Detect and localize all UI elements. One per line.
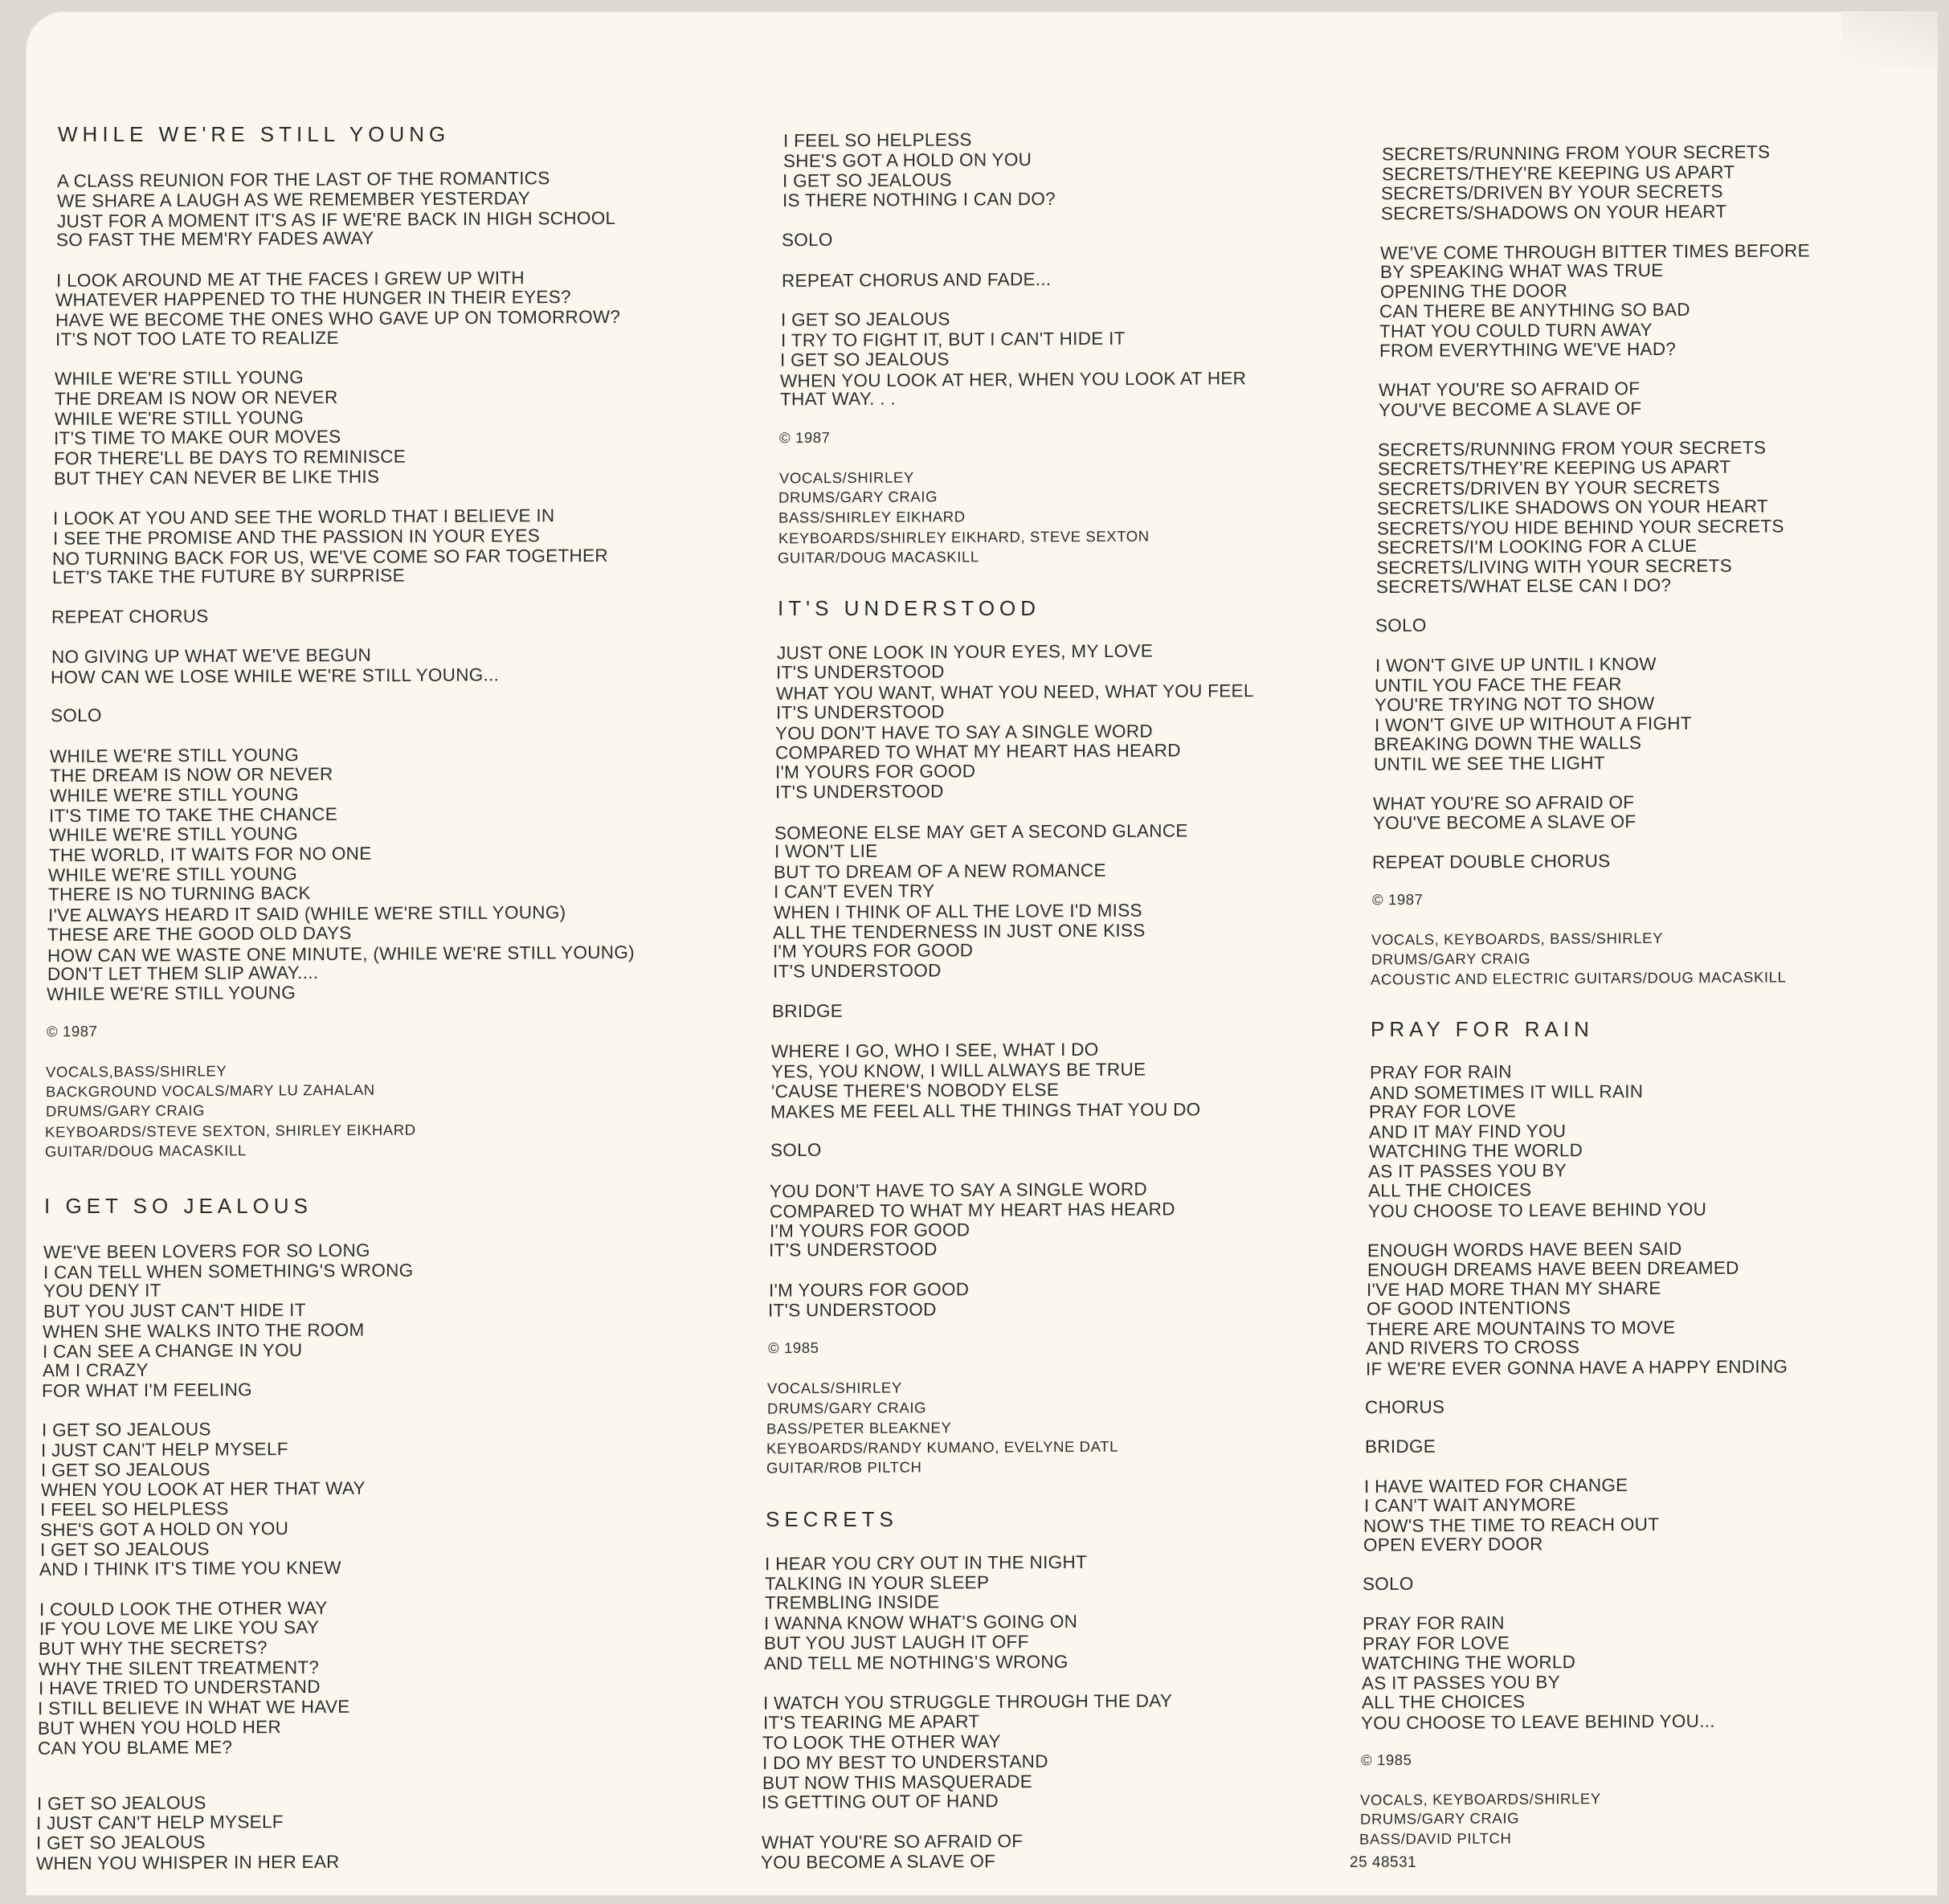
performance-note: SOLO xyxy=(770,1139,822,1161)
credit-line: KEYBOARDS/RANDY KUMANO, EVELYNE DATL xyxy=(766,1437,1118,1457)
credit-line: DRUMS/GARY CRAIG xyxy=(46,1101,206,1120)
lyric-line: I'M YOURS FOR GOOD xyxy=(773,940,974,962)
lyric-line: I GET SO JEALOUS xyxy=(780,349,950,370)
lyric-line: SECRETS/YOU HIDE BEHIND YOUR SECRETS xyxy=(1377,516,1784,539)
lyric-line: A CLASS REUNION FOR THE LAST OF THE ROMANTICS xyxy=(57,168,550,191)
lyric-line: YOU'VE BECOME A SLAVE OF xyxy=(1373,811,1636,834)
credit-line: © 1987 xyxy=(47,1022,98,1040)
lyric-line: I WANNA KNOW WHAT'S GOING ON xyxy=(764,1611,1078,1634)
credit-line: GUITAR/DOUG MACASKILL xyxy=(45,1142,247,1160)
lyric-line: IT'S NOT TOO LATE TO REALIZE xyxy=(55,327,339,350)
lyric-line: THE DREAM IS NOW OR NEVER xyxy=(55,386,338,410)
lyric-line: WHY THE SILENT TREATMENT? xyxy=(39,1657,320,1680)
lyric-line: IF YOU LOVE ME LIKE YOU SAY xyxy=(39,1616,320,1640)
lyric-line: IT'S UNDERSTOOD xyxy=(768,1299,937,1321)
lyric-line: SECRETS/LIVING WITH YOUR SECRETS xyxy=(1376,555,1732,578)
lyric-line: BUT YOU JUST LAUGH IT OFF xyxy=(764,1631,1029,1654)
lyric-line: PRAY FOR RAIN xyxy=(1370,1061,1512,1083)
lyric-line: THESE ARE THE GOOD OLD DAYS xyxy=(47,922,352,946)
lyric-line: IT'S TEARING ME APART xyxy=(763,1711,980,1733)
credit-line: BASS/SHIRLEY EIKHARD xyxy=(778,508,966,526)
song-title: WHILE WE'RE STILL YOUNG xyxy=(58,122,451,146)
lyric-sheet xyxy=(26,11,1938,1896)
lyric-line: WHILE WE'RE STILL YOUNG xyxy=(50,784,300,806)
credit-line: KEYBOARDS/STEVE SEXTON, SHIRLEY EIKHARD xyxy=(45,1121,416,1141)
lyric-line: IS GETTING OUT OF HAND xyxy=(762,1791,999,1812)
lyric-line: WHEN I THINK OF ALL THE LOVE I'D MISS xyxy=(774,900,1142,923)
lyric-line: WHILE WE'RE STILL YOUNG xyxy=(49,823,299,845)
lyric-line: I STILL BELIEVE IN WHAT WE HAVE xyxy=(38,1696,350,1719)
lyric-line: WHEN YOU LOOK AT HER THAT WAY xyxy=(41,1477,366,1501)
lyric-line: IT'S TIME TO MAKE OUR MOVES xyxy=(54,426,341,449)
lyric-line: ALL THE TENDERNESS IN JUST ONE KISS xyxy=(773,920,1146,943)
lyric-line: I GET SO JEALOUS xyxy=(36,1832,206,1853)
lyric-line: IT'S UNDERSTOOD xyxy=(769,1239,938,1260)
lyric-line: SECRETS/RUNNING FROM YOUR SECRETS xyxy=(1382,141,1771,165)
lyric-line: COMPARED TO WHAT MY HEART HAS HEARD xyxy=(770,1199,1175,1222)
lyric-line: SECRETS/I'M LOOKING FOR A CLUE xyxy=(1377,535,1698,558)
lyric-line: 'CAUSE THERE'S NOBODY ELSE xyxy=(771,1079,1060,1102)
credit-line: © 1985 xyxy=(768,1338,819,1357)
lyric-line: BUT WHY THE SECRETS? xyxy=(39,1637,268,1659)
lyric-line: SHE'S GOT A HOLD ON YOU xyxy=(40,1518,289,1540)
lyric-line: AND I THINK IT'S TIME YOU KNEW xyxy=(39,1557,341,1580)
lyric-line: UNTIL WE SEE THE LIGHT xyxy=(1374,753,1605,774)
lyric-line: FROM EVERYTHING WE'VE HAD? xyxy=(1379,338,1677,362)
performance-note: CHORUS xyxy=(1365,1396,1445,1418)
lyric-line: TO LOOK THE OTHER WAY xyxy=(762,1731,1001,1753)
song-title: PRAY FOR RAIN xyxy=(1371,1017,1594,1041)
credit-line: VOCALS,BASS/SHIRLEY xyxy=(46,1062,227,1081)
lyric-line: IT'S UNDERSTOOD xyxy=(773,960,942,982)
performance-note: BRIDGE xyxy=(772,1000,844,1022)
credit-line: DRUMS/GARY CRAIG xyxy=(1371,950,1531,968)
lyric-line: HOW CAN WE LOSE WHILE WE'RE STILL YOUNG... xyxy=(51,664,500,688)
lyric-line: I FEEL SO HELPLESS xyxy=(40,1498,229,1520)
lyric-line: YOU BECOME A SLAVE OF xyxy=(761,1851,996,1873)
lyric-line: AS IT PASSES YOU BY xyxy=(1368,1160,1567,1182)
lyric-line: COMPARED TO WHAT MY HEART HAS HEARD xyxy=(775,740,1181,763)
credit-line: GUITAR/ROB PILTCH xyxy=(766,1458,922,1477)
lyric-line: BUT NOW THIS MASQUERADE xyxy=(762,1771,1033,1794)
lyric-line: I CAN'T WAIT ANYMORE xyxy=(1364,1494,1576,1516)
lyric-line: I COULD LOOK THE OTHER WAY xyxy=(39,1597,328,1620)
lyric-line: IT'S TIME TO TAKE THE CHANCE xyxy=(49,803,338,827)
credit-line: GUITAR/DOUG MACASKILL xyxy=(778,548,979,566)
lyric-line: I GET SO JEALOUS xyxy=(781,308,950,330)
performance-note: REPEAT CHORUS xyxy=(51,606,209,627)
credit-line: VOCALS, KEYBOARDS, BASS/SHIRLEY xyxy=(1371,929,1664,949)
lyric-line: I HAVE TRIED TO UNDERSTAND xyxy=(39,1676,321,1699)
lyric-line: BUT THEY CAN NEVER BE LIKE THIS xyxy=(54,466,380,489)
lyric-line: I'VE HAD MORE THAN MY SHARE xyxy=(1367,1277,1661,1301)
lyric-line: NOW'S THE TIME TO REACH OUT xyxy=(1363,1514,1660,1537)
lyric-line: SECRETS/RUNNING FROM YOUR SECRETS xyxy=(1378,437,1767,460)
lyric-line: WE'VE BEEN LOVERS FOR SO LONG xyxy=(43,1240,370,1263)
lyric-line: YOU CHOOSE TO LEAVE BEHIND YOU xyxy=(1368,1199,1707,1222)
lyric-line: TREMBLING INSIDE xyxy=(765,1591,940,1613)
lyric-line: IT'S UNDERSTOOD xyxy=(776,661,945,683)
lyric-line: AS IT PASSES YOU BY xyxy=(1362,1672,1561,1694)
lyric-line: WHILE WE'RE STILL YOUNG xyxy=(55,407,304,429)
lyric-line: I WON'T LIE xyxy=(774,840,878,862)
lyric-line: I WON'T GIVE UP WITHOUT A FIGHT xyxy=(1375,713,1692,736)
lyric-line: ENOUGH WORDS HAVE BEEN SAID xyxy=(1367,1238,1682,1261)
credit-line: VOCALS, KEYBOARDS/SHIRLEY xyxy=(1360,1790,1601,1808)
lyric-line: WHATEVER HAPPENED TO THE HUNGER IN THEIR EYES? xyxy=(55,287,571,310)
lyric-line: YOU DON'T HAVE TO SAY A SINGLE WORD xyxy=(775,721,1153,744)
credit-line: © 1985 xyxy=(1361,1751,1412,1769)
credit-line: DRUMS/GARY CRAIG xyxy=(778,488,938,506)
lyric-line: SECRETS/WHAT ELSE CAN I DO? xyxy=(1376,574,1672,598)
catalog-number: 25 48531 xyxy=(1350,1854,1417,1871)
lyric-line: AND IT MAY FIND YOU xyxy=(1369,1121,1567,1142)
lyric-line: WATCHING THE WORLD xyxy=(1362,1652,1576,1673)
lyric-line: HOW CAN WE WASTE ONE MINUTE, (WHILE WE'RE STILL YOUNG) xyxy=(47,942,635,966)
lyric-line: IS THERE NOTHING I CAN DO? xyxy=(782,188,1056,211)
credit-line: VOCALS/SHIRLEY xyxy=(767,1379,902,1397)
lyric-line: WHAT YOU'RE SO AFRAID OF xyxy=(1379,378,1641,400)
lyric-line: I HAVE WAITED FOR CHANGE xyxy=(1364,1474,1628,1497)
lyric-line: OPEN EVERY DOOR xyxy=(1363,1534,1543,1555)
lyric-line: YOU'RE TRYING NOT TO SHOW xyxy=(1375,693,1655,716)
lyric-line: BUT WHEN YOU HOLD HER xyxy=(38,1717,282,1739)
performance-note: SOLO xyxy=(1363,1573,1414,1595)
performance-note: SOLO xyxy=(782,229,833,251)
lyric-line: YOU DENY IT xyxy=(43,1280,161,1301)
performance-note: BRIDGE xyxy=(1365,1436,1436,1457)
lyric-line: AM I CRAZY xyxy=(43,1359,149,1381)
lyric-line: WHERE I GO, WHO I SEE, WHAT I DO xyxy=(771,1039,1099,1062)
lyric-line: THERE IS NO TURNING BACK xyxy=(48,883,311,905)
lyric-line: SO FAST THE MEM'RY FADES AWAY xyxy=(56,227,374,251)
lyric-line: WHILE WE'RE STILL YOUNG xyxy=(47,983,296,1004)
lyric-line: I GET SO JEALOUS xyxy=(782,170,952,191)
song-title: IT'S UNDERSTOOD xyxy=(778,596,1041,620)
lyric-line: MAKES ME FEEL ALL THE THINGS THAT YOU DO xyxy=(770,1099,1201,1122)
lyric-line: TALKING IN YOUR SLEEP xyxy=(765,1572,990,1594)
lyric-line: I CAN'T EVEN TRY xyxy=(774,880,935,902)
lyric-line: FOR WHAT I'M FEELING xyxy=(42,1379,252,1401)
lyric-line: YOU'VE BECOME A SLAVE OF xyxy=(1379,398,1642,421)
lyric-line: BUT YOU JUST CAN'T HIDE IT xyxy=(43,1300,306,1322)
credit-line: DRUMS/GARY CRAIG xyxy=(1360,1809,1520,1828)
lyric-line: BY SPEAKING WHAT WAS TRUE xyxy=(1380,259,1664,283)
lyric-line: I WON'T GIVE UP UNTIL I KNOW xyxy=(1375,653,1657,676)
lyric-line: THERE ARE MOUNTAINS TO MOVE xyxy=(1367,1317,1676,1340)
lyric-line: SOMEONE ELSE MAY GET A SECOND GLANCE xyxy=(774,820,1188,844)
lyric-line: CAN YOU BLAME ME? xyxy=(38,1737,233,1759)
credit-line: DRUMS/GARY CRAIG xyxy=(767,1399,927,1417)
performance-note: SOLO xyxy=(51,705,102,726)
lyric-line: I GET SO JEALOUS xyxy=(40,1538,210,1560)
lyric-line: SECRETS/SHADOWS ON YOUR HEART xyxy=(1381,201,1727,224)
lyric-line: AND RIVERS TO CROSS xyxy=(1366,1337,1580,1359)
lyric-line: YOU DON'T HAVE TO SAY A SINGLE WORD xyxy=(770,1179,1147,1202)
lyric-line: DON'T LET THEM SLIP AWAY.... xyxy=(47,962,319,985)
lyric-line: PRAY FOR RAIN xyxy=(1363,1612,1505,1634)
lyric-line: SHE'S GOT A HOLD ON YOU xyxy=(783,149,1032,171)
lyric-line: I GET SO JEALOUS xyxy=(42,1419,211,1440)
lyric-line: IF WE'RE EVER GONNA HAVE A HAPPY ENDING xyxy=(1366,1356,1788,1379)
lyric-line: PRAY FOR LOVE xyxy=(1369,1101,1517,1122)
lyric-line: NO TURNING BACK FOR US, WE'VE COME SO FAR TOGETHER xyxy=(52,545,608,570)
lyric-line: OPENING THE DOOR xyxy=(1380,280,1568,302)
lyric-line: WHEN YOU LOOK AT HER, WHEN YOU LOOK AT HER xyxy=(780,368,1247,391)
lyric-line: I'M YOURS FOR GOOD xyxy=(775,761,976,782)
lyric-line: WATCHING THE WORLD xyxy=(1369,1140,1583,1162)
lyric-line: LET'S TAKE THE FUTURE BY SURPRISE xyxy=(52,565,405,588)
lyric-line: WHILE WE'RE STILL YOUNG xyxy=(50,745,300,766)
lyric-line: I'VE ALWAYS HEARD IT SAID (WHILE WE'RE STILL YOUNG) xyxy=(48,902,566,925)
lyric-line: SECRETS/LIKE SHADOWS ON YOUR HEART xyxy=(1377,496,1768,519)
lyric-line: I CAN SEE A CHANGE IN YOU xyxy=(43,1340,303,1362)
lyric-line: WHAT YOU'RE SO AFRAID OF xyxy=(1373,792,1635,814)
lyric-line: YOU CHOOSE TO LEAVE BEHIND YOU... xyxy=(1361,1710,1715,1734)
lyric-line: BUT TO DREAM OF A NEW ROMANCE xyxy=(774,860,1106,883)
lyric-line: FOR THERE'LL BE DAYS TO REMINISCE xyxy=(54,446,407,469)
lyric-line: ALL THE CHOICES xyxy=(1368,1179,1532,1201)
performance-note: REPEAT CHORUS AND FADE... xyxy=(782,268,1052,292)
lyric-line: JUST ONE LOOK IN YOUR EYES, MY LOVE xyxy=(777,640,1154,664)
lyric-line: I HEAR YOU CRY OUT IN THE NIGHT xyxy=(765,1551,1088,1575)
lyric-line: I DO MY BEST TO UNDERSTAND xyxy=(762,1751,1048,1774)
lyric-line: I FEEL SO HELPLESS xyxy=(783,129,972,151)
lyric-line: OF GOOD INTENTIONS xyxy=(1367,1297,1571,1319)
lyric-line: PRAY FOR LOVE xyxy=(1363,1632,1510,1654)
lyric-line: WE SHARE A LAUGH AS WE REMEMBER YESTERDAY xyxy=(57,188,531,211)
credit-line: BACKGROUND VOCALS/MARY LU ZAHALAN xyxy=(46,1081,375,1101)
lyric-line: SECRETS/DRIVEN BY YOUR SECRETS xyxy=(1378,476,1720,500)
lyric-line: THE DREAM IS NOW OR NEVER xyxy=(50,763,333,787)
lyric-line: WHEN YOU WHISPER IN HER EAR xyxy=(36,1851,340,1874)
lyric-line: I LOOK AT YOU AND SEE THE WORLD THAT I BELIEVE IN xyxy=(53,505,555,529)
lyric-line: SECRETS/THEY'RE KEEPING US APART xyxy=(1382,161,1735,185)
credit-line: BASS/DAVID PILTCH xyxy=(1359,1829,1512,1848)
lyric-line: IT'S UNDERSTOOD xyxy=(775,781,944,803)
lyric-line: BREAKING DOWN THE WALLS xyxy=(1374,732,1642,755)
lyric-line: WHEN SHE WALKS INTO THE ROOM xyxy=(43,1319,365,1342)
lyric-line: JUST FOR A MOMENT IT'S AS IF WE'RE BACK IN HIGH SCHOOL xyxy=(57,207,616,232)
credit-line: © 1987 xyxy=(1372,890,1424,909)
lyric-line: I LOOK AROUND ME AT THE FACES I GREW UP WITH xyxy=(56,268,525,291)
lyric-line: ENOUGH DREAMS HAVE BEEN DREAMED xyxy=(1367,1257,1739,1281)
credit-line: © 1987 xyxy=(779,428,831,447)
lyric-line: HAVE WE BECOME THE ONES WHO GAVE UP ON TOMORROW? xyxy=(55,306,621,331)
lyric-line: WE'VE COME THROUGH BITTER TIMES BEFORE xyxy=(1380,240,1810,264)
lyric-line: I WATCH YOU STRUGGLE THROUGH THE DAY xyxy=(763,1690,1173,1714)
lyric-line: YES, YOU KNOW, I WILL ALWAYS BE TRUE xyxy=(771,1059,1146,1082)
lyric-line: AND SOMETIMES IT WILL RAIN xyxy=(1370,1081,1644,1104)
lyric-line: I CAN TELL WHEN SOMETHING'S WRONG xyxy=(43,1260,414,1283)
lyric-line: WHILE WE'RE STILL YOUNG xyxy=(48,864,298,885)
lyric-line: I'M YOURS FOR GOOD xyxy=(770,1220,970,1241)
lyric-line: I GET SO JEALOUS xyxy=(37,1792,206,1814)
lyric-line: IT'S UNDERSTOOD xyxy=(776,701,945,723)
lyric-line: I GET SO JEALOUS xyxy=(41,1459,210,1481)
lyric-line: I JUST CAN'T HELP MYSELF xyxy=(41,1439,288,1461)
lyric-line: THE WORLD, IT WAITS FOR NO ONE xyxy=(49,843,372,866)
performance-note: SOLO xyxy=(1375,615,1427,636)
lyric-line: SECRETS/THEY'RE KEEPING US APART xyxy=(1378,456,1731,480)
song-title: SECRETS xyxy=(766,1507,898,1531)
lyric-line: ALL THE CHOICES xyxy=(1362,1691,1526,1713)
song-title: I GET SO JEALOUS xyxy=(44,1194,313,1218)
credit-line: VOCALS/SHIRLEY xyxy=(779,468,914,487)
lyric-line: NO GIVING UP WHAT WE'VE BEGUN xyxy=(51,644,372,668)
lyric-line: I SEE THE PROMISE AND THE PASSION IN YOUR EYES xyxy=(53,525,541,549)
lyric-line: I TRY TO FIGHT IT, BUT I CAN'T HIDE IT xyxy=(781,328,1126,351)
lyric-line: UNTIL YOU FACE THE FEAR xyxy=(1375,674,1622,696)
lyric-line: AND TELL ME NOTHING'S WRONG xyxy=(764,1651,1068,1674)
performance-note: REPEAT DOUBLE CHORUS xyxy=(1372,851,1611,872)
lyric-line: WHILE WE'RE STILL YOUNG xyxy=(55,367,304,389)
lyric-line: WHAT YOU WANT, WHAT YOU NEED, WHAT YOU FEEL xyxy=(776,680,1254,704)
lyric-line: THAT WAY. . . xyxy=(780,388,896,410)
lyric-line: WHAT YOU'RE SO AFRAID OF xyxy=(762,1831,1024,1853)
credit-line: KEYBOARDS/SHIRLEY EIKHARD, STEVE SEXTON xyxy=(778,527,1150,547)
lyric-line: I'M YOURS FOR GOOD xyxy=(769,1279,970,1301)
credit-line: ACOUSTIC AND ELECTRIC GUITARS/DOUG MACASKILL xyxy=(1371,968,1787,988)
credit-line: BASS/PETER BLEAKNEY xyxy=(766,1419,952,1437)
folded-corner xyxy=(1841,11,1938,67)
lyric-line: CAN THERE BE ANYTHING SO BAD xyxy=(1379,299,1690,322)
lyric-line: THAT YOU COULD TURN AWAY xyxy=(1379,319,1653,342)
lyric-line: SECRETS/DRIVEN BY YOUR SECRETS xyxy=(1381,181,1723,204)
lyric-line: I JUST CAN'T HELP MYSELF xyxy=(36,1812,284,1833)
